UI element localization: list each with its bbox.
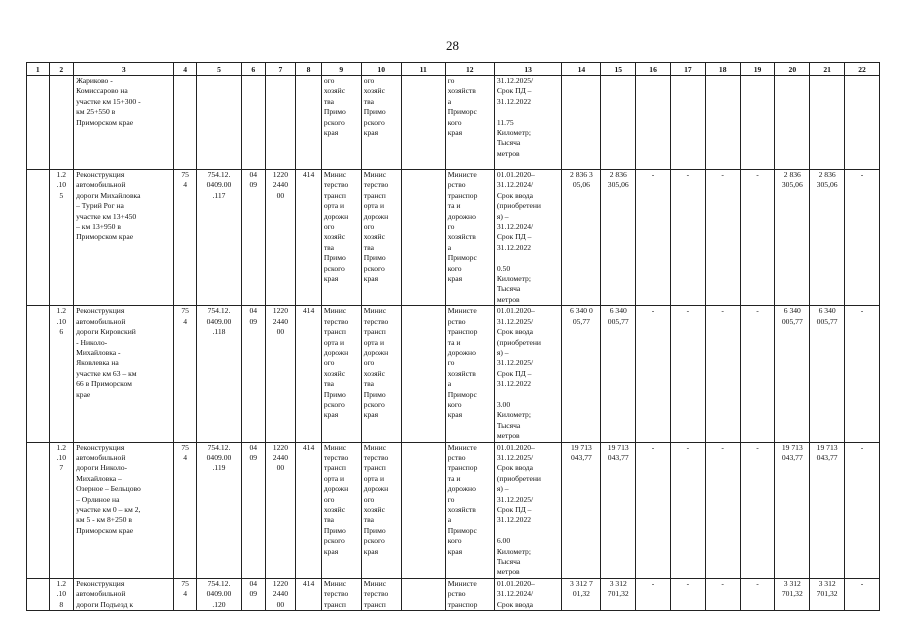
column-header: 7: [265, 63, 296, 76]
cell-col17: -: [670, 442, 705, 578]
cell-col15: 6 340 005,77: [601, 306, 636, 442]
cell-col9: ого хозяйс тва Примо рского края: [321, 76, 361, 170]
cell-col8: 414: [296, 578, 322, 610]
column-header: 4: [174, 63, 197, 76]
cell-col19: -: [740, 578, 775, 610]
cell-col21: 2 836 305,06: [810, 170, 845, 306]
cell-col9: Минис терство трансп орта и дорожн ого хозяйс тва Примо рского края: [321, 306, 361, 442]
column-header: 14: [562, 63, 601, 76]
cell-object-name: Реконструкция автомобильной дороги Подъезд к: [74, 578, 174, 610]
cell-col16: -: [636, 306, 671, 442]
cell-col17: -: [670, 578, 705, 610]
cell-col20: 3 312 701,32: [775, 578, 810, 610]
cell-col4: [174, 76, 197, 170]
cell-col11: [401, 442, 445, 578]
cell-col4: 75 4: [174, 306, 197, 442]
cell-col9: Минис терство трансп орта и дорожн ого хозяйс тва Примо рского края: [321, 170, 361, 306]
cell-col19: [740, 76, 775, 170]
cell-col18: -: [705, 306, 740, 442]
cell-col6: 04 09: [241, 442, 265, 578]
cell-col17: [670, 76, 705, 170]
table-row: [27, 306, 880, 442]
cell-col8: 414: [296, 306, 322, 442]
cell-col21: 19 713 043,77: [810, 442, 845, 578]
cell-col20: 6 340 005,77: [775, 306, 810, 442]
cell-col12: Министе рство транспор: [445, 578, 494, 610]
cell-col18: -: [705, 442, 740, 578]
cell-object-name: Реконструкция автомобильной дороги Михайловка – Турий Рог на участке км 13+450 – км 13+950 в Приморском крае: [74, 170, 174, 306]
cell-col15: 3 312 701,32: [601, 578, 636, 610]
cell-col22: -: [845, 170, 880, 306]
cell-col1: [27, 578, 50, 610]
cell-col8: 414: [296, 442, 322, 578]
table-row: [27, 76, 880, 170]
column-header: 20: [775, 63, 810, 76]
cell-col14: 3 312 7 01,32: [562, 578, 601, 610]
cell-col11: [401, 170, 445, 306]
column-header: 21: [810, 63, 845, 76]
cell-col14: 19 713 043,77: [562, 442, 601, 578]
column-header: 8: [296, 63, 322, 76]
cell-col4: 75 4: [174, 170, 197, 306]
cell-col21: 3 312 701,32: [810, 578, 845, 610]
column-header: 16: [636, 63, 671, 76]
cell-col1: [27, 442, 50, 578]
cell-col11: [401, 578, 445, 610]
cell-col20: 2 836 305,06: [775, 170, 810, 306]
cell-col11: [401, 306, 445, 442]
cell-col6: 04 09: [241, 578, 265, 610]
cell-col21: [810, 76, 845, 170]
cell-col18: -: [705, 578, 740, 610]
column-header: 9: [321, 63, 361, 76]
column-header: 17: [670, 63, 705, 76]
column-header: 11: [401, 63, 445, 76]
cell-col19: -: [740, 170, 775, 306]
cell-col5: 754.12. 0409.00 .120: [196, 578, 241, 610]
cell-col22: -: [845, 306, 880, 442]
cell-col5: 754.12. 0409.00 .118: [196, 306, 241, 442]
cell-col7: 1220 2440 00: [265, 442, 296, 578]
cell-col15: 2 836 305,06: [601, 170, 636, 306]
cell-col5: 754.12. 0409.00 .117: [196, 170, 241, 306]
cell-item-number: [49, 76, 74, 170]
cell-col21: 6 340 005,77: [810, 306, 845, 442]
cell-col1: [27, 170, 50, 306]
cell-col22: [845, 76, 880, 170]
cell-col16: -: [636, 442, 671, 578]
column-header: 22: [845, 63, 880, 76]
cell-col18: [705, 76, 740, 170]
cell-col17: -: [670, 170, 705, 306]
cell-col10: Минис терство трансп орта и дорожн ого хозяйс тва Примо рского края: [361, 306, 401, 442]
cell-col12: го хозяйств а Приморс кого края: [445, 76, 494, 170]
cell-item-number: 1.2 .10 7: [49, 442, 74, 578]
cell-col13: 31.12.2025/ Срок ПД – 31.12.2022 11.75 Километр; Тысяча метров: [494, 76, 562, 170]
cell-col22: -: [845, 578, 880, 610]
table-row: [27, 442, 880, 578]
cell-col13: 01.01.2020– 31.12.2024/ Срок ввода: [494, 578, 562, 610]
cell-col11: [401, 76, 445, 170]
column-header: 12: [445, 63, 494, 76]
cell-col10: Минис терство трансп: [361, 578, 401, 610]
cell-col4: 75 4: [174, 442, 197, 578]
cell-col13: 01.01.2020– 31.12.2025/ Срок ввода (приобретени я) – 31.12.2025/ Срок ПД – 31.12.2022 6.00 Километр; Тысяча метров: [494, 442, 562, 578]
cell-col16: [636, 76, 671, 170]
budget-table: [26, 62, 880, 611]
cell-col10: Минис терство трансп орта и дорожн ого хозяйс тва Примо рского края: [361, 442, 401, 578]
cell-col15: [601, 76, 636, 170]
cell-col14: [562, 76, 601, 170]
cell-col1: [27, 306, 50, 442]
cell-col20: [775, 76, 810, 170]
column-header: 6: [241, 63, 265, 76]
cell-item-number: 1.2 .10 6: [49, 306, 74, 442]
cell-col7: 1220 2440 00: [265, 578, 296, 610]
column-header: 3: [74, 63, 174, 76]
column-header: 15: [601, 63, 636, 76]
column-header: 5: [196, 63, 241, 76]
page-number: 28: [446, 38, 459, 53]
cell-col10: Минис терство трансп орта и дорожн ого хозяйс тва Примо рского края: [361, 170, 401, 306]
cell-col12: Министе рство транспор та и дорожно го хозяйств а Приморс кого края: [445, 306, 494, 442]
column-header: 1: [27, 63, 50, 76]
cell-object-name: Реконструкция автомобильной дороги Николо- Михайловка – Озерное – Бельцово – Орлиное на участке км 0 – км 2, км 5 - км 8+250 в Приморском крае: [74, 442, 174, 578]
cell-col12: Министе рство транспор та и дорожно го хозяйств а Приморс кого края: [445, 170, 494, 306]
cell-item-number: 1.2 .10 8: [49, 578, 74, 610]
cell-col7: 1220 2440 00: [265, 170, 296, 306]
cell-object-name: Жариково - Комиссарово на участке км 15+300 - км 25+550 в Приморском крае: [74, 76, 174, 170]
table-row: [27, 578, 880, 610]
cell-col14: 2 836 3 05,06: [562, 170, 601, 306]
cell-col17: -: [670, 306, 705, 442]
cell-col6: 04 09: [241, 170, 265, 306]
column-header: 19: [740, 63, 775, 76]
cell-col16: -: [636, 578, 671, 610]
cell-col5: [196, 76, 241, 170]
cell-col19: -: [740, 306, 775, 442]
cell-object-name: Реконструкция автомобильной дороги Кировский - Николо- Михайловка - Яковлевка на участке км 63 – км 66 в Приморском крае: [74, 306, 174, 442]
cell-col1: [27, 76, 50, 170]
cell-col5: 754.12. 0409.00 .119: [196, 442, 241, 578]
cell-col8: [296, 76, 322, 170]
cell-col19: -: [740, 442, 775, 578]
cell-col15: 19 713 043,77: [601, 442, 636, 578]
cell-col4: 75 4: [174, 578, 197, 610]
cell-item-number: 1.2 .10 5: [49, 170, 74, 306]
cell-col13: 01.01.2020– 31.12.2024/ Срок ввода (приобретени я) – 31.12.2024/ Срок ПД – 31.12.2022 0.50 Километр; Тысяча метров: [494, 170, 562, 306]
cell-col13: 01.01.2020– 31.12.2025/ Срок ввода (приобретени я) – 31.12.2025/ Срок ПД – 31.12.2022 3.00 Километр; Тысяча метров: [494, 306, 562, 442]
column-header: 2: [49, 63, 74, 76]
cell-col16: -: [636, 170, 671, 306]
cell-col9: Минис терство трансп: [321, 578, 361, 610]
table-row: [27, 170, 880, 306]
cell-col9: Минис терство трансп орта и дорожн ого хозяйс тва Примо рского края: [321, 442, 361, 578]
cell-col6: [241, 76, 265, 170]
cell-col10: ого хозяйс тва Примо рского края: [361, 76, 401, 170]
cell-col22: -: [845, 442, 880, 578]
column-header: 18: [705, 63, 740, 76]
cell-col20: 19 713 043,77: [775, 442, 810, 578]
cell-col6: 04 09: [241, 306, 265, 442]
table-header-row: [27, 63, 880, 76]
cell-col14: 6 340 0 05,77: [562, 306, 601, 442]
cell-col7: 1220 2440 00: [265, 306, 296, 442]
cell-col18: -: [705, 170, 740, 306]
cell-col7: [265, 76, 296, 170]
column-header: 13: [494, 63, 562, 76]
column-header: 10: [361, 63, 401, 76]
cell-col8: 414: [296, 170, 322, 306]
cell-col12: Министе рство транспор та и дорожно го хозяйств а Приморс кого края: [445, 442, 494, 578]
